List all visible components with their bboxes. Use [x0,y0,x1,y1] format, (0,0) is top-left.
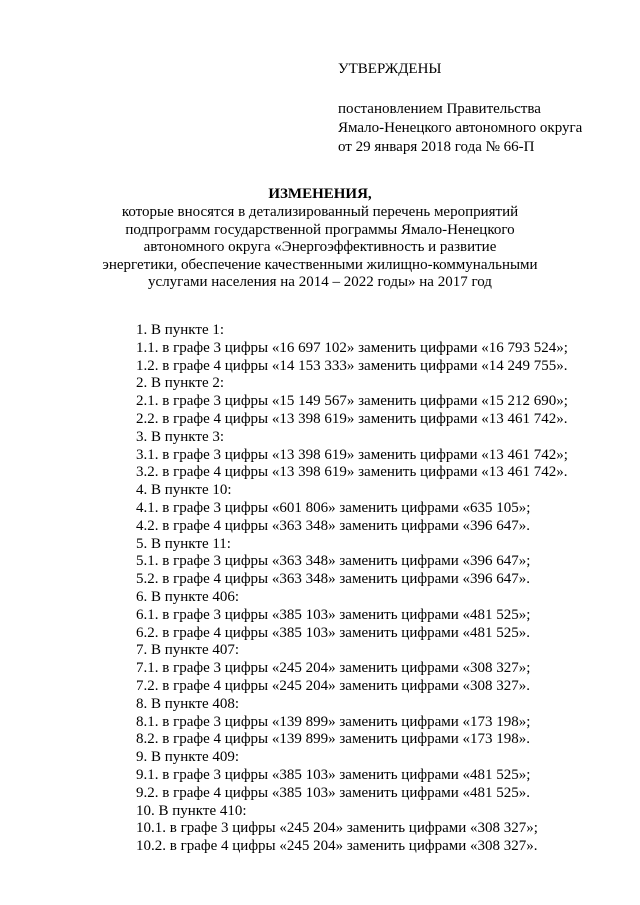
approval-line-resolution: постановлением Правительства [338,101,541,117]
change-item: 7.2. в графе 4 цифры «245 204» заменить цифрами «308 327». [136,677,531,694]
change-item: 2. В пункте 2: [136,375,225,392]
change-item: 5. В пункте 11: [136,535,231,552]
document-subtitle-line: которые вносятся в детализированный перечень мероприятий [121,204,519,220]
document-subtitle-line: услугами населения на 2014 – 2022 годы» на 2017 год [148,274,492,290]
change-item: 4. В пункте 10: [136,482,232,499]
change-item: 9. В пункте 409: [136,749,240,766]
change-item: 6. В пункте 406: [136,588,240,605]
change-item: 9.1. в графе 3 цифры «385 103» заменить цифрами «481 525»; [136,766,531,783]
change-item: 3.1. в графе 3 цифры «13 398 619» заменить цифрами «13 461 742»; [136,446,568,463]
document-subtitle-line: автономного округа «Энергоэффективность и развитие [143,239,497,255]
change-item: 10.2. в графе 4 цифры «245 204» заменить цифрами «308 327». [136,838,538,855]
change-item: 4.2. в графе 4 цифры «363 348» заменить цифрами «396 647». [136,517,531,534]
change-item: 9.2. в графе 4 цифры «385 103» заменить цифрами «481 525». [136,784,531,801]
change-item: 6.2. в графе 4 цифры «385 103» заменить цифрами «481 525». [136,624,531,641]
approval-block [338,60,628,157]
change-item: 6.1. в графе 3 цифры «385 103» заменить цифрами «481 525»; [136,606,531,623]
change-item: 3. В пункте 3: [136,428,225,445]
change-item: 7. В пункте 407: [136,642,240,659]
document-subtitle-line: подпрограмм государственной программы Ямало-Ненецкого [125,221,515,238]
change-item: 5.2. в графе 4 цифры «363 348» заменить цифрами «396 647». [136,571,531,588]
change-item: 8.2. в графе 4 цифры «139 899» заменить цифрами «173 198». [136,731,531,748]
approval-line-region: Ямало-Ненецкого автономного округа [338,120,583,136]
change-item: 3.2. в графе 4 цифры «13 398 619» заменить цифрами «13 461 742». [136,464,568,481]
change-item: 2.1. в графе 3 цифры «15 149 567» заменить цифрами «15 212 690»; [136,393,568,410]
changes-list [136,322,616,856]
approval-line-date: от 29 января 2018 года № 66-П [338,139,535,155]
change-item: 1.1. в графе 3 цифры «16 697 102» заменить цифрами «16 793 524»; [136,339,568,356]
approval-title: УТВЕРЖДЕНЫ [338,61,442,77]
document-heading [70,185,570,292]
change-item: 8.1. в графе 3 цифры «139 899» заменить цифрами «173 198»; [136,713,531,730]
change-item: 1. В пункте 1: [136,322,225,338]
change-item: 2.2. в графе 4 цифры «13 398 619» заменить цифрами «13 461 742». [136,410,568,427]
change-item: 7.1. в графе 3 цифры «245 204» заменить цифрами «308 327»; [136,660,531,677]
change-item: 5.1. в графе 3 цифры «363 348» заменить цифрами «396 647»; [136,553,531,570]
document-title: ИЗМЕНЕНИЯ, [268,186,372,202]
change-item: 1.2. в графе 4 цифры «14 153 333» заменить цифрами «14 249 755». [136,357,568,374]
change-item: 10. В пункте 410: [136,802,247,819]
change-item: 10.1. в графе 3 цифры «245 204» заменить цифрами «308 327»; [136,820,538,837]
change-item: 8. В пункте 408: [136,695,240,712]
document-subtitle-line: энергетики, обеспечение качественными жилищно-коммунальными [102,256,538,273]
change-item: 4.1. в графе 3 цифры «601 806» заменить цифрами «635 105»; [136,499,531,516]
